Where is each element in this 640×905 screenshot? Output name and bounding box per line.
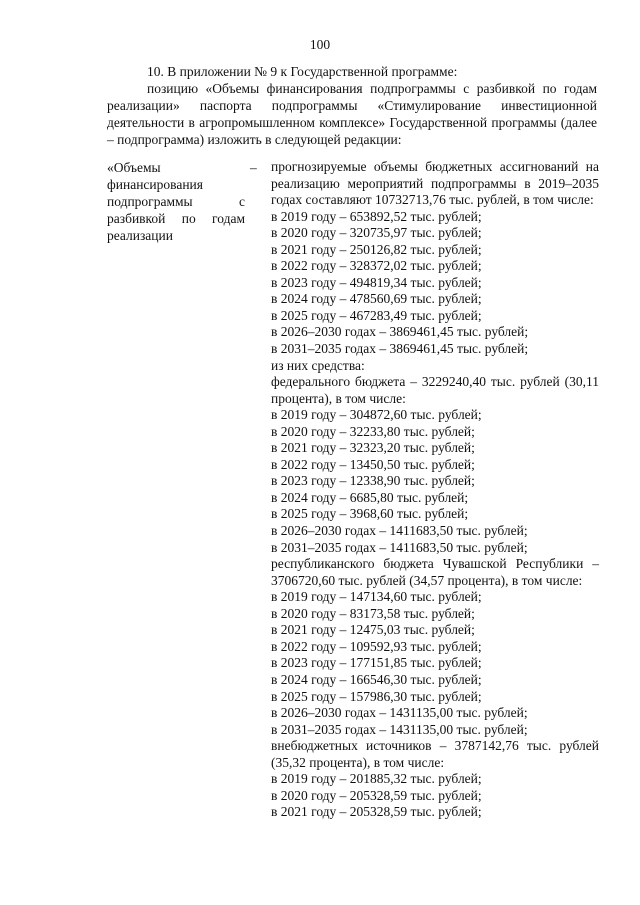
position-label: «Объемы финансирования подпрограммы с разбивкой по годам реализации bbox=[107, 160, 245, 243]
of-which-label: из них средства: bbox=[271, 357, 365, 373]
republic-years-list bbox=[271, 589, 599, 738]
year-line: в 2020 году – 32233,80 тыс. рублей; bbox=[271, 423, 475, 439]
position-dash: – bbox=[250, 160, 257, 175]
year-line: в 2019 году – 201885,32 тыс. рублей; bbox=[271, 771, 482, 787]
extra-budget-text: внебюджетных источников – 3787142,76 тыс. рублей (35,32 процента), в том числе: bbox=[271, 738, 599, 770]
republic-budget-text: республиканского бюджета Чувашской Республики – 3706720,60 тыс. рублей (34,57 процента), в том числе: bbox=[271, 556, 599, 588]
year-line: в 2031–2035 годах – 1411683,50 тыс. рублей; bbox=[271, 539, 528, 555]
year-line: в 2021 году – 205328,59 тыс. рублей; bbox=[271, 804, 482, 820]
year-line: в 2020 году – 320735,97 тыс. рублей; bbox=[271, 225, 482, 241]
year-line: в 2020 году – 83173,58 тыс. рублей; bbox=[271, 605, 475, 621]
year-line: в 2025 году – 467283,49 тыс. рублей; bbox=[271, 307, 482, 323]
intro-heading: 10. В приложении № 9 к Государственной программе: bbox=[147, 64, 458, 79]
total-years-list bbox=[271, 209, 599, 358]
extra-years-list bbox=[271, 771, 599, 821]
year-line: в 2020 году – 205328,59 тыс. рублей; bbox=[271, 787, 482, 803]
year-line: в 2031–2035 годах – 3869461,45 тыс. рублей; bbox=[271, 341, 529, 357]
intro-section bbox=[107, 63, 597, 148]
year-line: в 2019 году – 147134,60 тыс. рублей; bbox=[271, 589, 482, 605]
year-line: в 2021 году – 12475,03 тыс. рублей; bbox=[271, 622, 475, 638]
year-line: в 2022 году – 13450,50 тыс. рублей; bbox=[271, 456, 475, 472]
year-line: в 2024 году – 166546,30 тыс. рублей; bbox=[271, 671, 482, 687]
year-line: в 2019 году – 304872,60 тыс. рублей; bbox=[271, 407, 482, 423]
year-line: в 2023 году – 494819,34 тыс. рублей; bbox=[271, 274, 482, 290]
financing-details bbox=[271, 159, 599, 821]
year-line: в 2021 году – 32323,20 тыс. рублей; bbox=[271, 440, 475, 456]
intro-paragraph: позицию «Объемы финансирования подпрограммы с разбивкой по годам реализации» паспорта подпрограммы «Стимулирование инвестиционной деятельности в агропромышленном комплексе» Государственной программы (далее – подпрограмма) изложить в следующей редакции: bbox=[107, 81, 597, 147]
year-line: в 2026–2030 годах – 1411683,50 тыс. рублей; bbox=[271, 523, 528, 539]
page-number: 100 bbox=[309, 37, 331, 52]
year-line: в 2022 году – 109592,93 тыс. рублей; bbox=[271, 638, 482, 654]
year-line: в 2025 году – 157986,30 тыс. рублей; bbox=[271, 688, 482, 704]
year-line: в 2023 году – 12338,90 тыс. рублей; bbox=[271, 473, 475, 489]
federal-budget-text: федерального бюджета – 3229240,40 тыс. рублей (30,11 процента), в том числе: bbox=[271, 374, 599, 406]
federal-years-list bbox=[271, 407, 599, 556]
year-line: в 2024 году – 6685,80 тыс. рублей; bbox=[271, 489, 469, 505]
year-line: в 2021 году – 250126,82 тыс. рублей; bbox=[271, 241, 482, 257]
total-financing-text: прогнозируемые объемы бюджетных ассигнований на реализацию мероприятий подпрограммы в 2019–2035 годах составляют 10732713,76 тыс. рублей, в том числе: bbox=[271, 159, 599, 208]
year-line: в 2031–2035 годах – 1431135,00 тыс. рублей; bbox=[271, 721, 528, 737]
year-line: в 2023 году – 177151,85 тыс. рублей; bbox=[271, 655, 482, 671]
year-line: в 2026–2030 годах – 3869461,45 тыс. рублей; bbox=[271, 324, 529, 340]
year-line: в 2022 году – 328372,02 тыс. рублей; bbox=[271, 258, 482, 274]
year-line: в 2019 году – 653892,52 тыс. рублей; bbox=[271, 208, 482, 224]
year-line: в 2024 году – 478560,69 тыс. рублей; bbox=[271, 291, 482, 307]
year-line: в 2026–2030 годах – 1431135,00 тыс. рублей; bbox=[271, 705, 528, 721]
year-line: в 2025 году – 3968,60 тыс. рублей; bbox=[271, 506, 469, 522]
